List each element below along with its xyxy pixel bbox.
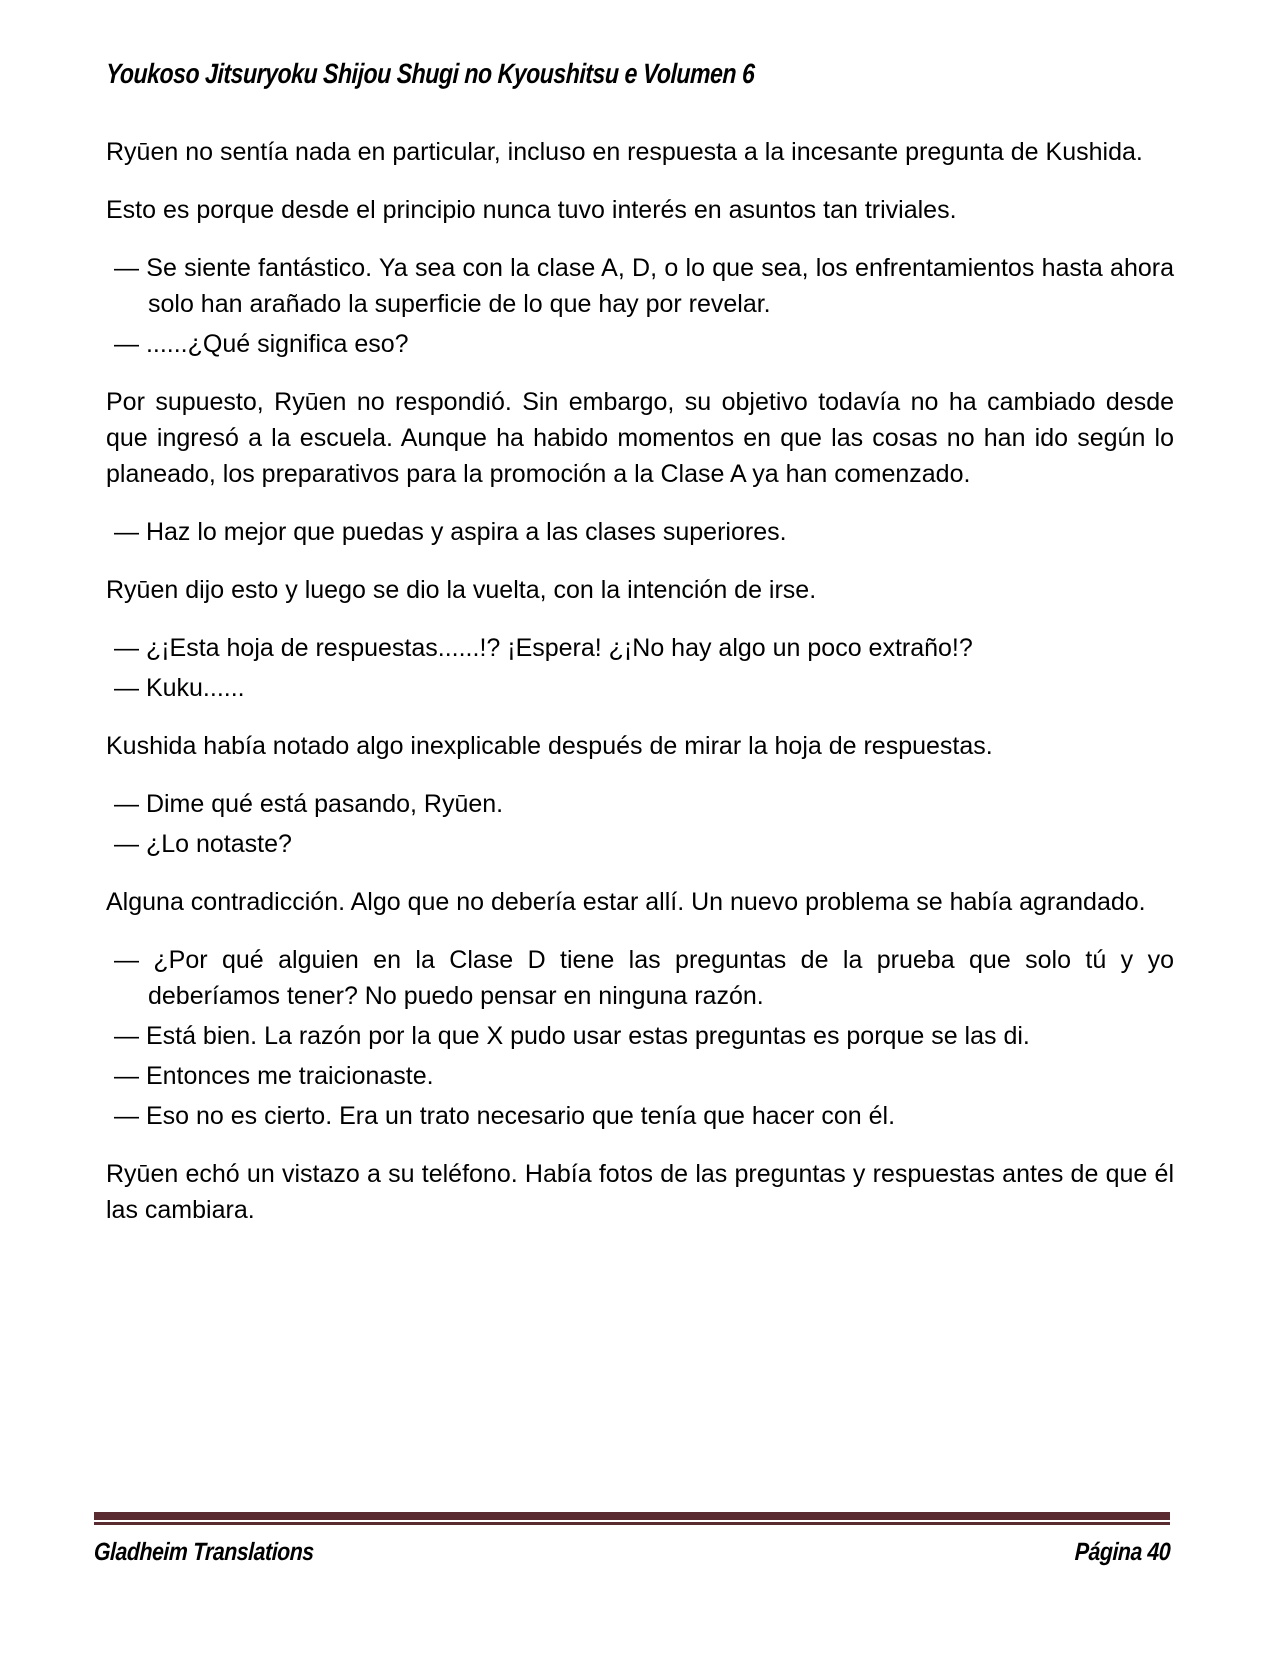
page-header (106, 58, 1174, 90)
dialogue-line: — ¿Lo notaste? (114, 830, 292, 858)
narration-paragraph: Ryūen dijo esto y luego se dio la vuelta, con la intención de irse. (106, 576, 817, 604)
footer-page-number: Página 40 (1073, 1538, 1171, 1566)
page-header-title: Youkoso Jitsuryoku Shijou Shugi no Kyoushitsu e Volumen 6 (105, 58, 756, 89)
narration-paragraph: Kushida había notado algo inexplicable después de mirar la hoja de respuestas. (106, 732, 993, 760)
page-footer (94, 1512, 1170, 1567)
dialogue-line: — ¿¡Esta hoja de respuestas......!? ¡Espera! ¿¡No hay algo un poco extraño!? (114, 634, 973, 662)
narration-paragraph: Por supuesto, Ryūen no respondió. Sin embargo, su objetivo todavía no ha cambiado desde que ingresó a la escuela. Aunque ha habido momentos en que las cosas no han ido según lo planeado, los preparativos para la promoción a la Clase A ya han comenzado. (106, 388, 1174, 488)
dialogue-line: — Entonces me traicionaste. (114, 1062, 434, 1090)
dialogue-line: — ¿Por qué alguien en la Clase D tiene las preguntas de la prueba que solo tú y yo deberíamos tener? No puedo pensar en ninguna razón. (114, 946, 1174, 1010)
dialogue-line: — Dime qué está pasando, Ryūen. (114, 790, 504, 818)
document-body (106, 134, 1174, 1228)
narration-paragraph: Alguna contradicción. Algo que no debería estar allí. Un nuevo problema se había agrandado. (106, 888, 1146, 916)
dialogue-line: — Eso no es cierto. Era un trato necesario que tenía que hacer con él. (114, 1102, 896, 1130)
dialogue-line: — ......¿Qué significa eso? (114, 330, 409, 358)
footer-translator-credit: Gladheim Translations (93, 1538, 315, 1566)
narration-paragraph: Ryūen echó un vistazo a su teléfono. Había fotos de las preguntas y respuestas antes de que él las cambiara. (106, 1160, 1174, 1224)
dialogue-line: — Haz lo mejor que puedas y aspira a las clases superiores. (114, 518, 787, 546)
dialogue-line: — Kuku...... (114, 674, 245, 702)
footer-divider (94, 1512, 1170, 1525)
narration-paragraph: Esto es porque desde el principio nunca tuvo interés en asuntos tan triviales. (106, 196, 957, 224)
narration-paragraph: Ryūen no sentía nada en particular, incluso en respuesta a la incesante pregunta de Kushida. (106, 138, 1143, 166)
dialogue-line: — Está bien. La razón por la que X pudo usar estas preguntas es porque se las di. (114, 1022, 1030, 1050)
footer-row (94, 1538, 1170, 1567)
dialogue-line: — Se siente fantástico. Ya sea con la clase A, D, o lo que sea, los enfrentamientos hasta ahora solo han arañado la superficie de lo que hay por revelar. (114, 254, 1174, 318)
